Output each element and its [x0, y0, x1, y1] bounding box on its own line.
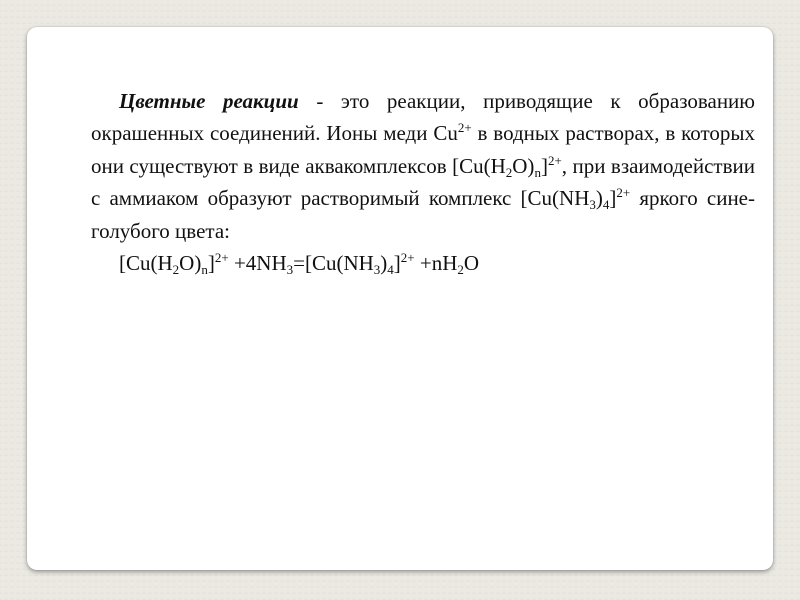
reaction-equation	[91, 247, 755, 279]
eq-segment: ]	[393, 251, 401, 276]
subscript: 3	[373, 262, 381, 278]
subscript: n	[534, 164, 541, 180]
text-segment: ]	[609, 186, 617, 211]
subscript: n	[201, 262, 208, 278]
superscript: 2+	[214, 250, 229, 266]
superscript: 2+	[547, 152, 562, 168]
subscript: 2	[505, 164, 513, 180]
eq-segment: +nH	[414, 251, 458, 276]
superscript: 2+	[457, 120, 472, 136]
text-segment: в водных растворах, в которых они существуют в виде аквакомплексов [Cu(H	[91, 121, 755, 178]
slide-content	[91, 85, 755, 279]
subscript: 3	[286, 262, 294, 278]
text-segment: , при взаимодействии с аммиаком образуют растворимый комплекс [Cu(NH	[91, 153, 755, 211]
subscript: 2	[172, 262, 180, 278]
subscript: 4	[602, 197, 610, 213]
eq-segment: )	[380, 251, 388, 276]
eq-segment: =[Cu(NH	[293, 251, 374, 276]
text-segment: - это реакции, приводящие к образованию окрашенных соединений. Ионы меди Cu	[91, 89, 755, 146]
subscript: 3	[589, 197, 596, 213]
eq-segment: [Cu(H	[119, 251, 173, 276]
superscript: 2+	[400, 250, 415, 266]
term-heading: Цветные реакции	[119, 89, 299, 113]
eq-segment: +4NH	[228, 251, 287, 276]
text-segment: )	[595, 186, 603, 211]
superscript: 2+	[616, 185, 631, 201]
eq-segment: O)	[179, 251, 202, 276]
slide	[27, 27, 773, 570]
subscript: 2	[457, 262, 464, 278]
description-paragraph	[91, 85, 755, 247]
eq-segment: O	[463, 251, 480, 276]
eq-segment: ]	[207, 251, 215, 276]
text-segment: яркого сине-голубого цвета:	[91, 186, 755, 243]
subscript: 4	[387, 262, 394, 278]
text-segment: ]	[540, 153, 548, 178]
text-segment: O)	[512, 153, 535, 178]
